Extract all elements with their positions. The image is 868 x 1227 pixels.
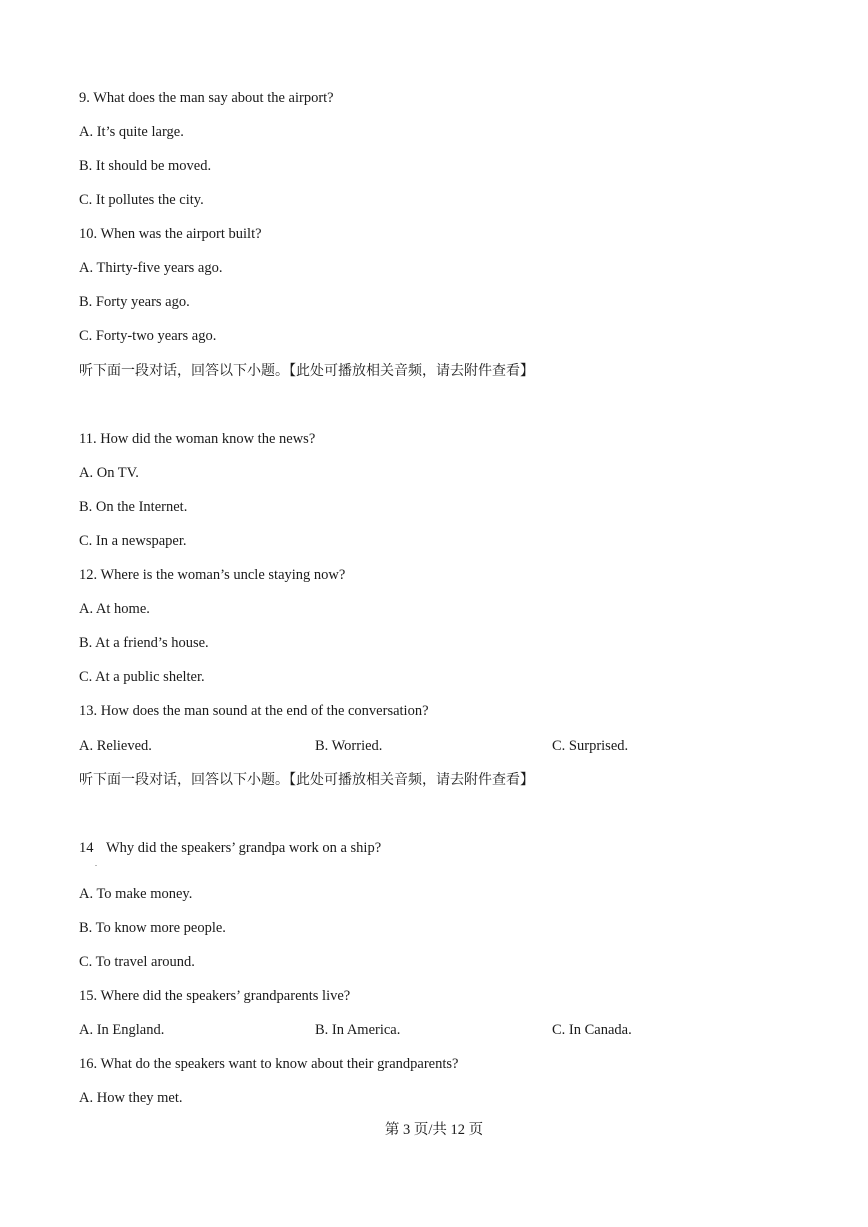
q9-option-a: A. It’s quite large. <box>79 124 184 140</box>
q15-option-c: C. In Canada. <box>552 1022 632 1038</box>
q10-option-b: B. Forty years ago. <box>79 294 190 310</box>
question-14-number: 14 <box>79 840 94 856</box>
question-16: 16. What do the speakers want to know about their grandparents? <box>79 1056 459 1072</box>
q13-option-b: B. Worried. <box>315 738 383 754</box>
question-11: 11. How did the woman know the news? <box>79 431 316 447</box>
question-14-dot: . <box>95 859 97 868</box>
question-9: 9. What does the man say about the airport? <box>79 90 334 106</box>
q10-option-c: C. Forty-two years ago. <box>79 328 217 344</box>
q14-option-b: B. To know more people. <box>79 920 226 936</box>
q13-option-a: A. Relieved. <box>79 738 152 754</box>
q9-option-b: B. It should be moved. <box>79 158 212 174</box>
question-15: 15. Where did the speakers’ grandparents live? <box>79 988 351 1004</box>
q14-option-c: C. To travel around. <box>79 954 195 970</box>
question-12: 12. Where is the woman’s uncle staying now? <box>79 567 346 583</box>
question-13: 13. How does the man sound at the end of the conversation? <box>79 703 429 719</box>
page-number: 第 3 页/共 12 页 <box>384 1122 484 1138</box>
q14-option-a: A. To make money. <box>79 886 193 902</box>
q11-option-c: C. In a newspaper. <box>79 533 187 549</box>
listening-instruction: 听下面一段对话，回答以下小题。【此处可播放相关音频，请去附件查看】 <box>79 363 534 379</box>
question-14: Why did the speakers’ grandpa work on a ship? <box>106 840 382 856</box>
q10-option-a: A. Thirty-five years ago. <box>79 260 223 276</box>
q11-option-b: B. On the Internet. <box>79 499 188 515</box>
q16-option-a: A. How they met. <box>79 1090 183 1106</box>
q13-option-c: C. Surprised. <box>552 738 629 754</box>
q15-option-b: B. In America. <box>315 1022 401 1038</box>
question-10: 10. When was the airport built? <box>79 226 262 242</box>
q13-options-row <box>79 737 779 755</box>
q12-option-c: C. At a public shelter. <box>79 669 205 685</box>
q15-option-a: A. In England. <box>79 1022 165 1038</box>
q9-option-c: C. It pollutes the city. <box>79 192 204 208</box>
listening-instruction: 听下面一段对话，回答以下小题。【此处可播放相关音频，请去附件查看】 <box>79 772 534 788</box>
q12-option-b: B. At a friend’s house. <box>79 635 209 651</box>
q15-options-row <box>79 1021 779 1039</box>
q11-option-a: A. On TV. <box>79 465 139 481</box>
q12-option-a: A. At home. <box>79 601 150 617</box>
